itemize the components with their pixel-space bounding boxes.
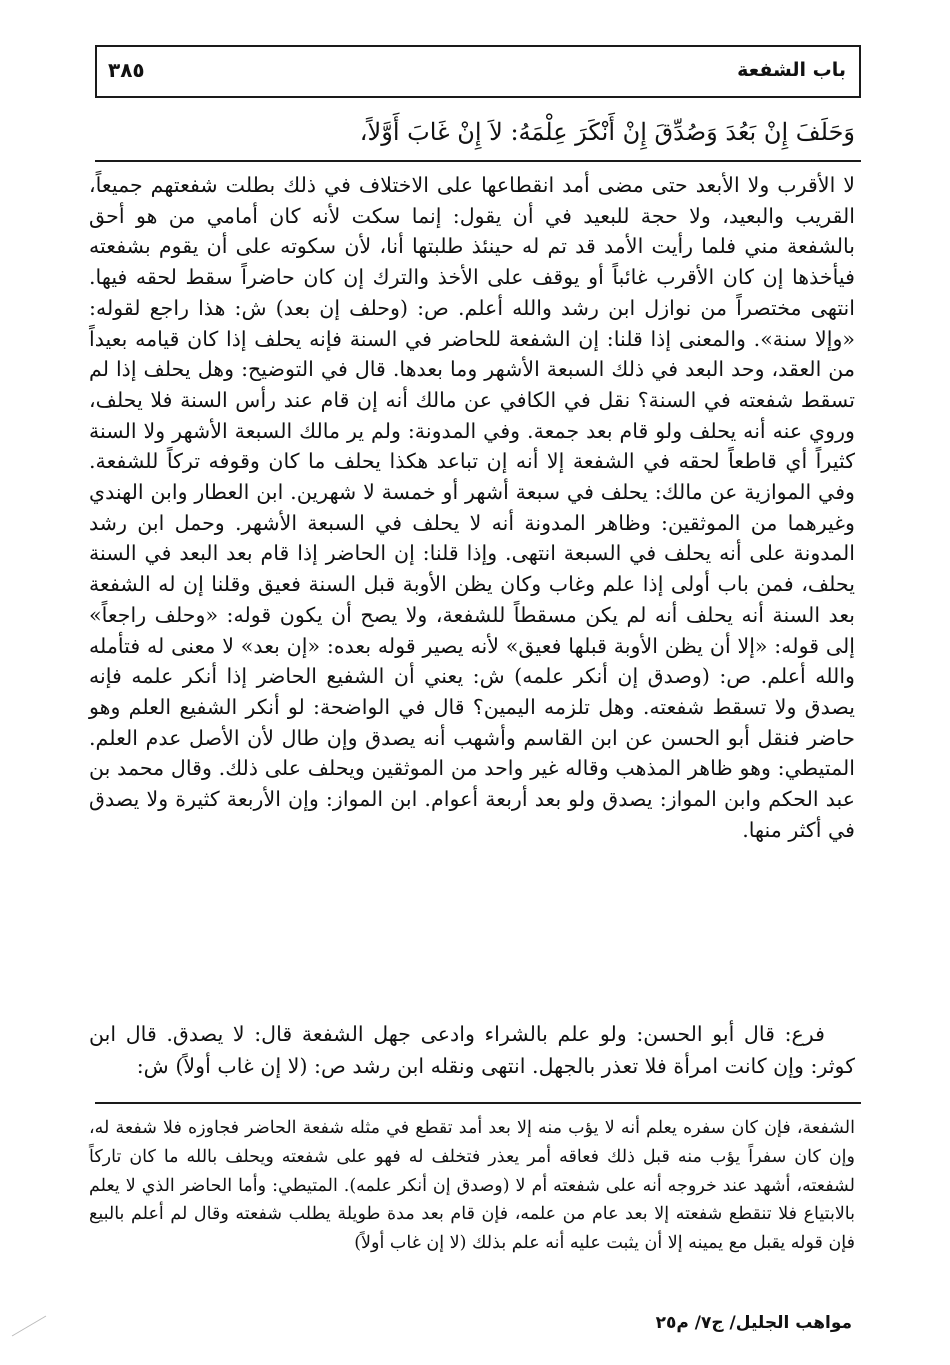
chapter-title: باب الشفعة <box>737 59 846 81</box>
commentary-body: لا الأقرب ولا الأبعد حتى مضى أمد انقطاعها على الاختلاف في ذلك بطلت شفعتهم جميعاً، القريب والبعيد، ولا حجة للبعيد في أن يقول: إنما سكت لأنه كان أمامي من هو أحق بالشفعة مني فلما رأيت الأمد قد تم له حينئذ طلبتها أنا، لأن سكوته على أن يقوم بشفعته فيأخذها إن كان الأقرب غائباً أو يوقف على الأخذ والترك إن كان حاضراً سقط لحقه فيها. انتهى مختصراً من نوازل ابن رشد والله أعلم. ص: (وحلف إن بعد) ش: هذا راجع لقوله: «وإلا سنة». والمعنى إذا قلنا: إن الشفعة للحاضر في السنة فإنه يحلف إذا كان قيامه بعيداً من العقد، وحد البعد في ذلك السبعة الأشهر وما بعدها. قال في التوضيح: وهل يحلف إذا لم تسقط شفعته في السنة؟ نقل في الكافي عن مالك أنه إن قام عند رأس السنة فلا يحلف، وروي عنه أنه يحلف ولو قام بعد جمعة. وفي المدونة: ولم ير مالك السبعة الأشهر ولا السنة كثيراً أي قاطعاً لحقه في الشفعة إلا أنه إن تباعد هكذا يحلف ما كان وقوفه تركاً للشفعة. وفي الموازية عن مالك: يحلف في سبعة أشهر أو خمسة لا شهرين. ابن العطار وابن الهندي وغيرهما من الموثقين: وظاهر المدونة أنه لا يحلف في السبعة الأشهر. وحمل ابن رشد المدونة على أنه يحلف في السبعة انتهى. وإذا قلنا: إن الحاضر إذا قام بعد البعد في السنة يحلف، فمن باب أولى إذا علم وغاب وكان يظن الأوبة قبل السنة فعيق وقلنا إن له الشفعة بعد السنة أنه يحلف أنه لم يكن مسقطاً للشفعة، ولا يصح أن يكون قوله: «وحلف راجعاً» إلى قوله: «إلا أن يظن الأوبة قبلها فعيق» لأنه يصير قوله بعده: «إن بعد» لا معنى له فتأمله والله أعلم. ص: (وصدق إن أنكر علمه) ش: يعني أن الشفيع الحاضر إذا أنكر علمه فإنه يصدق ولا تسقط شفعته. وهل تلزمه اليمين؟ قال في الواضحة: لو أنكر الشفيع العلم وهو حاضر فنقل أبو الحسن عن ابن القاسم وأشهب أنه يصدق وإن طال لأن الأصل عدم العلم. المتيطي: وهو ظاهر المذهب وقاله غير واحد من الموثقين ويحلف على ذلك. وقال محمد بن عبد الحكم وابن المواز: يصدق ولو بعد أربعة أعوام. ابن المواز: وإن الأربعة كثيرة ولا يصدق في أكثر منها. <box>89 173 855 842</box>
branch-text: فرع: قال أبو الحسن: ولو علم بالشراء وادعى جهل الشفعة قال: لا يصدق. قال ابن كوثر: وإن كانت امرأة فلا تعذر بالجهل. انتهى ونقله ابن رشد ص: (لا إن غاب أولاً) ش: <box>89 1022 855 1078</box>
matn-line: وَحَلَفَ إِنْ بَعُدَ وَصُدِّقَ إِنْ أَنْكَرَ عِلْمَهُ: لاَ إِنْ غَابَ أَوَّلاً، <box>359 118 855 146</box>
matn-divider <box>95 160 861 162</box>
page-number: ٣٨٥ <box>108 58 145 82</box>
branch-paragraph <box>89 1018 855 1082</box>
footnote-divider <box>95 1102 861 1104</box>
scan-artifact-mark <box>10 1312 50 1338</box>
footer-reference: مواهب الجليل/ ج٧/ م٢٥ <box>655 1313 852 1333</box>
footnote-body: الشفعة، فإن كان سفره يعلم أنه لا يؤب منه إلا بعد أمد تقطع في مثله شفعة الحاضر فجاوزه فلا شفعة له، وإن كان سفراً يؤب منه قبل ذلك فعاقه أمر يعذر فتخلف له فهو على شفعته ويحلف بالله ما كان تاركاً لشفعته، أشهد عند خروجه أنه على شفعته أم لا (وصدق إن أنكر علمه). المتيطي: وأما الحاضر الذي لا يعلم بالابتياع فلا تنقطع شفعته إلا بعد عام من علمه، فإن قام بعد مدة طويلة يطلب شفعته وقال لم أعلم بالبيع فإن قوله يقبل مع يمينه إلا أن يثبت عليه أنه علم بذلك (لا إن غاب أولاً) <box>89 1118 855 1254</box>
